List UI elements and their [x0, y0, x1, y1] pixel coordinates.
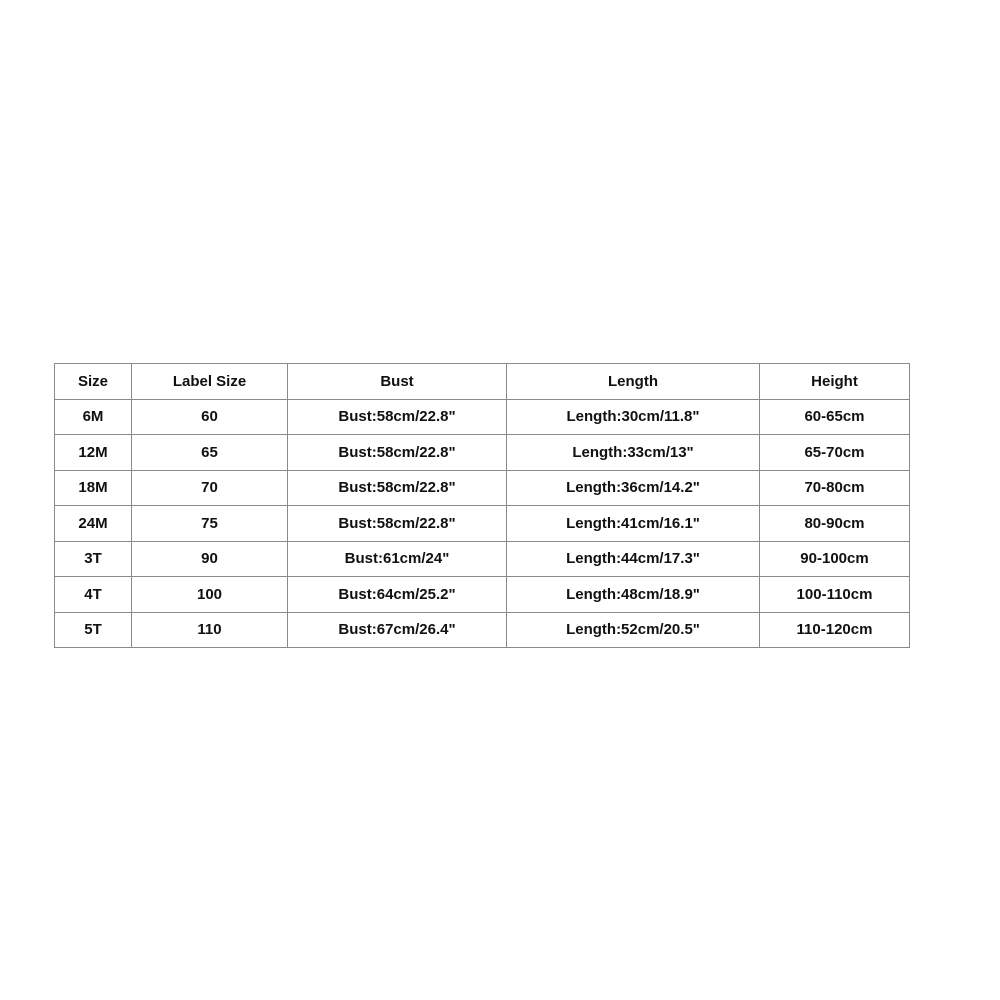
- cell-bust: Bust:58cm/22.8": [288, 470, 507, 506]
- cell-size: 18M: [55, 470, 132, 506]
- cell-label-size: 65: [132, 435, 288, 471]
- cell-size: 6M: [55, 399, 132, 435]
- cell-size: 3T: [55, 541, 132, 577]
- size-chart-table: [54, 363, 910, 648]
- cell-size: 4T: [55, 577, 132, 613]
- cell-size: 24M: [55, 506, 132, 542]
- cell-label-size: 90: [132, 541, 288, 577]
- cell-height: 100-110cm: [760, 577, 910, 613]
- cell-label-size: 100: [132, 577, 288, 613]
- header-size: Size: [55, 364, 132, 400]
- cell-bust: Bust:58cm/22.8": [288, 435, 507, 471]
- cell-length: Length:48cm/18.9": [507, 577, 760, 613]
- table-row: [55, 612, 910, 648]
- cell-height: 110-120cm: [760, 612, 910, 648]
- cell-length: Length:30cm/11.8": [507, 399, 760, 435]
- table-row: [55, 577, 910, 613]
- table-header-row: [55, 364, 910, 400]
- cell-length: Length:44cm/17.3": [507, 541, 760, 577]
- cell-label-size: 70: [132, 470, 288, 506]
- cell-label-size: 110: [132, 612, 288, 648]
- cell-size: 12M: [55, 435, 132, 471]
- cell-length: Length:52cm/20.5": [507, 612, 760, 648]
- cell-size: 5T: [55, 612, 132, 648]
- cell-bust: Bust:58cm/22.8": [288, 399, 507, 435]
- table-row: [55, 435, 910, 471]
- cell-height: 90-100cm: [760, 541, 910, 577]
- table-row: [55, 399, 910, 435]
- cell-bust: Bust:58cm/22.8": [288, 506, 507, 542]
- cell-length: Length:41cm/16.1": [507, 506, 760, 542]
- cell-bust: Bust:61cm/24": [288, 541, 507, 577]
- cell-bust: Bust:64cm/25.2": [288, 577, 507, 613]
- cell-length: Length:36cm/14.2": [507, 470, 760, 506]
- cell-label-size: 75: [132, 506, 288, 542]
- cell-length: Length:33cm/13": [507, 435, 760, 471]
- header-label-size: Label Size: [132, 364, 288, 400]
- table-row: [55, 506, 910, 542]
- cell-bust: Bust:67cm/26.4": [288, 612, 507, 648]
- table-row: [55, 541, 910, 577]
- cell-height: 80-90cm: [760, 506, 910, 542]
- cell-height: 70-80cm: [760, 470, 910, 506]
- cell-height: 65-70cm: [760, 435, 910, 471]
- cell-label-size: 60: [132, 399, 288, 435]
- header-height: Height: [760, 364, 910, 400]
- header-length: Length: [507, 364, 760, 400]
- header-bust: Bust: [288, 364, 507, 400]
- cell-height: 60-65cm: [760, 399, 910, 435]
- table-row: [55, 470, 910, 506]
